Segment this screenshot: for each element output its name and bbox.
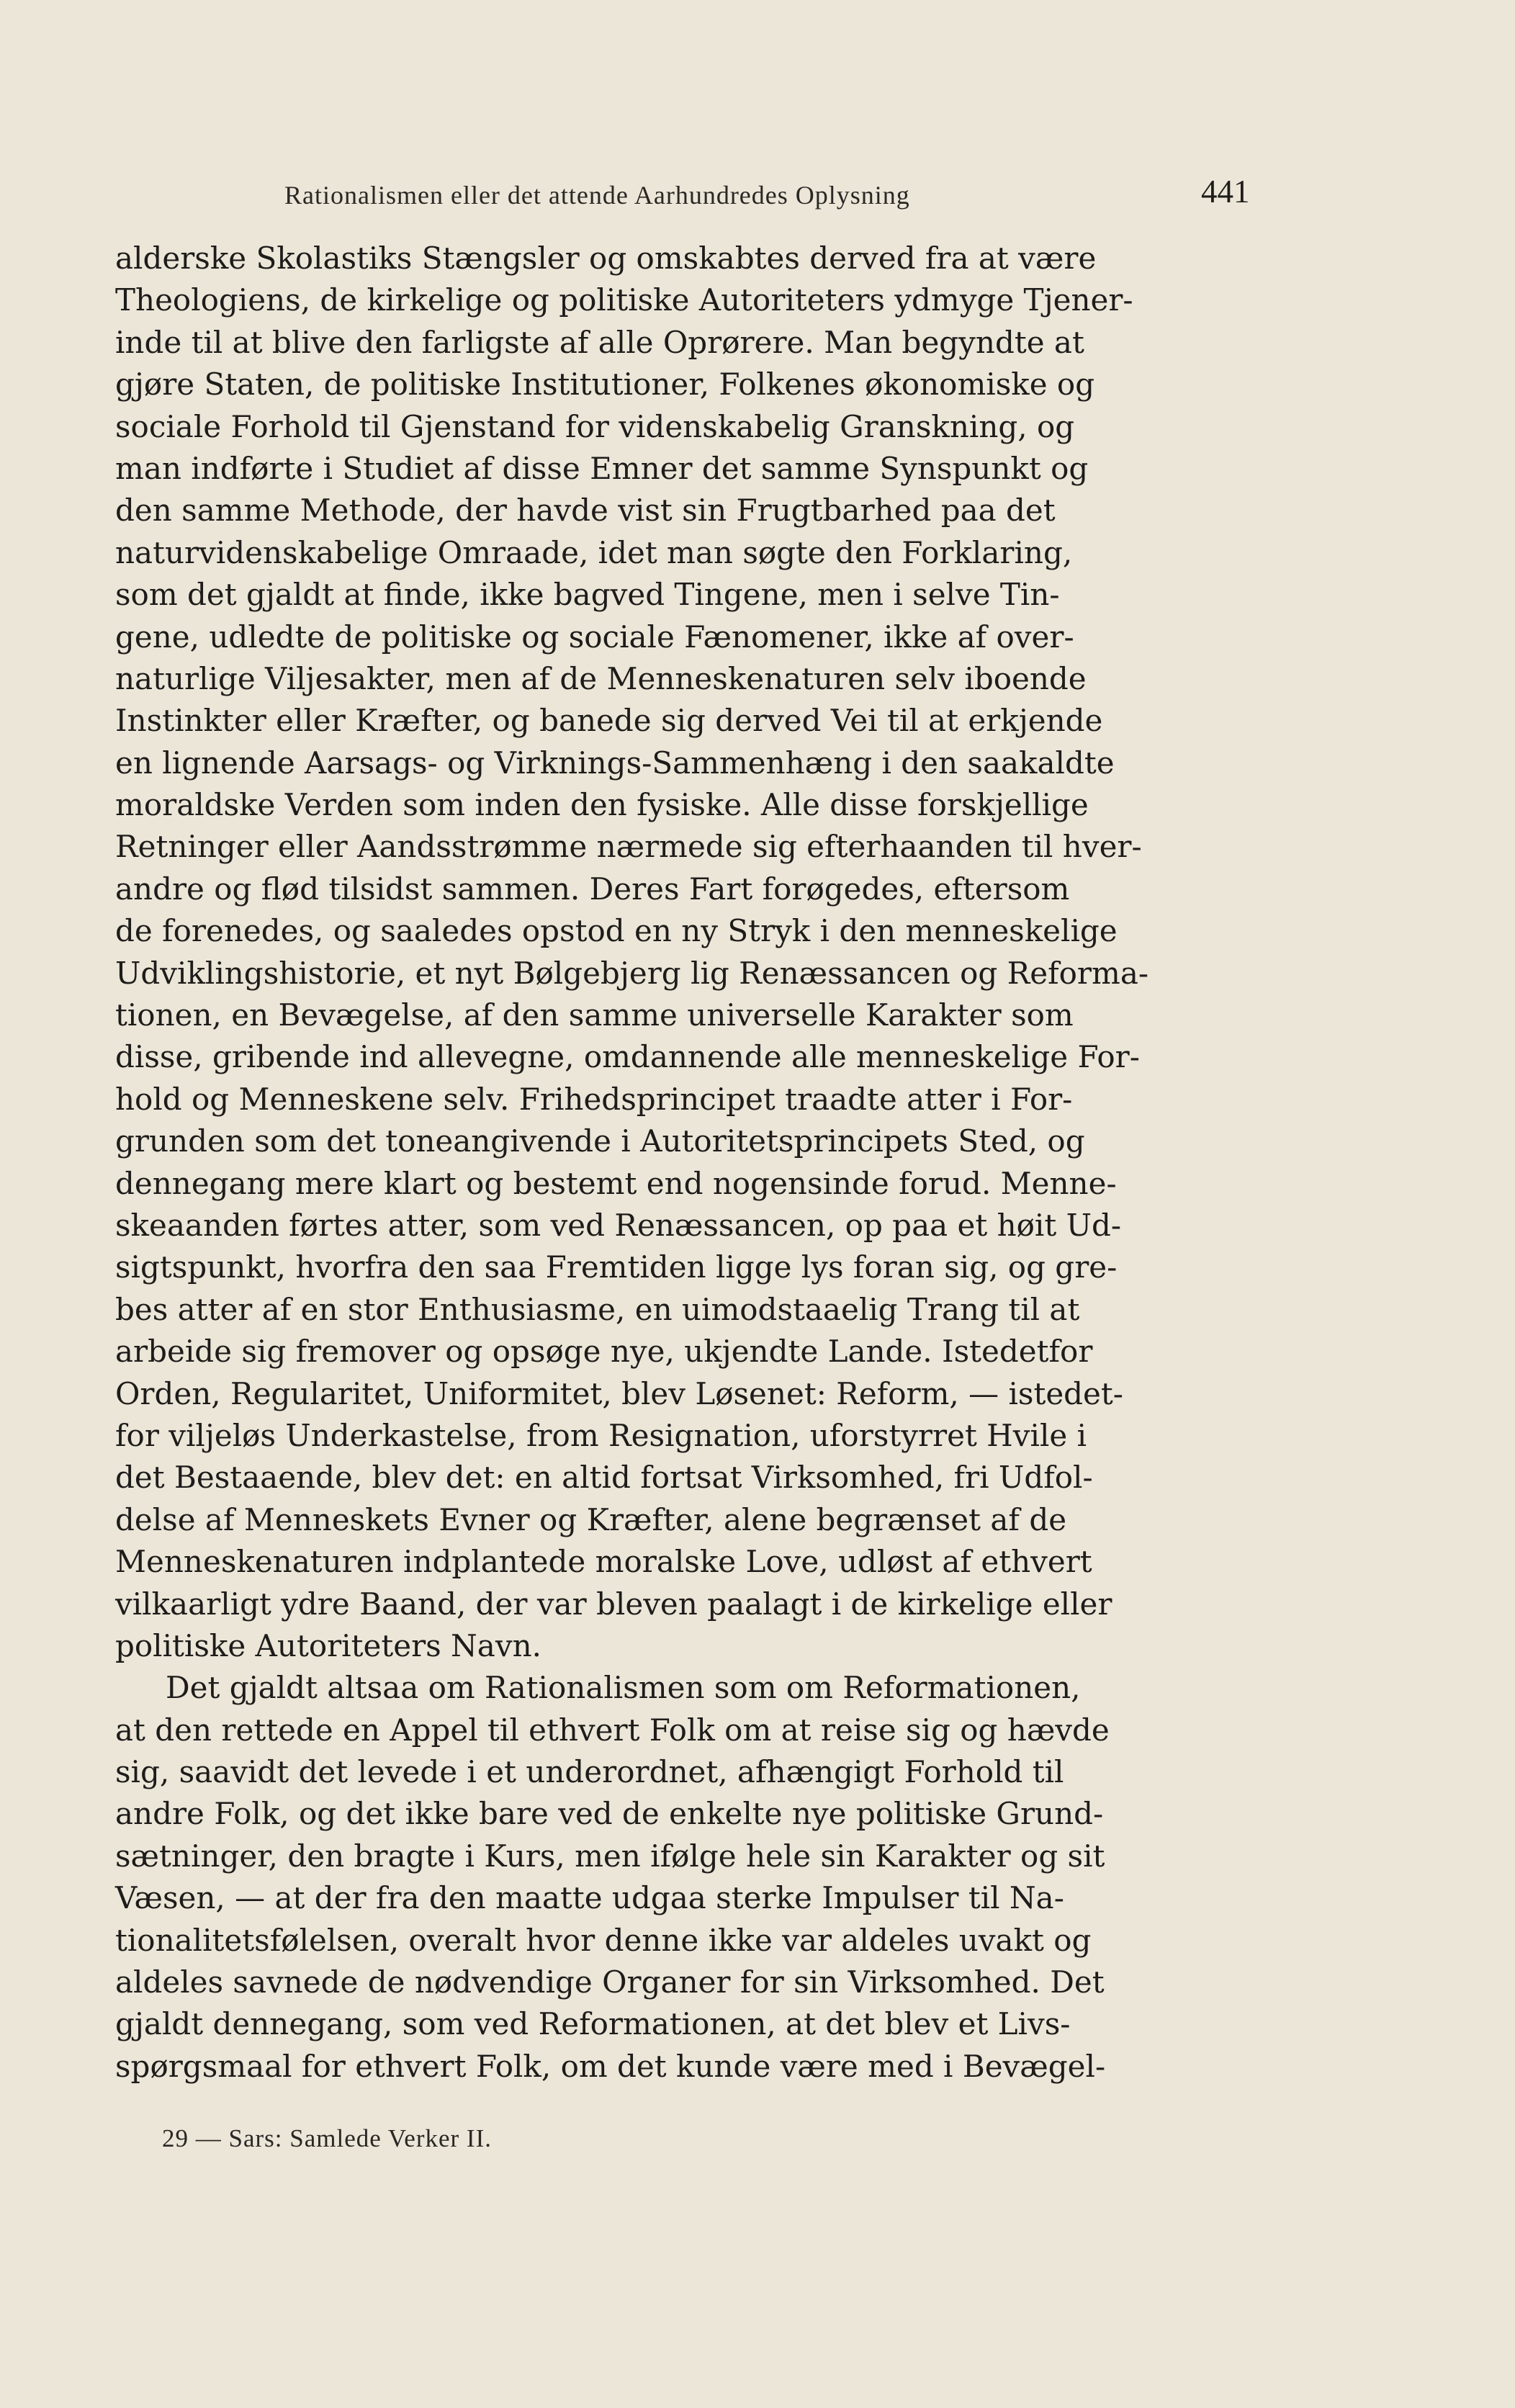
text-line: sig, saavidt det levede i et underordnet, afhængigt Forhold til — [115, 1754, 1064, 1790]
text-line: hold og Menneskene selv. Frihedsprincipet traadte atter i For- — [115, 1081, 1073, 1117]
text-line: spørgsmaal for ethvert Folk, om det kunde være med i Bevægel- — [115, 2048, 1106, 2084]
text-line: politiske Autoriteters Navn. — [115, 1627, 541, 1663]
text-line: disse, gribende ind allevegne, omdannende alle menneskelige For- — [115, 1039, 1140, 1075]
running-head-title: Rationalismen eller det attende Aarhundredes Oplysning — [284, 181, 910, 210]
text-line: aldeles savnede de nødvendige Organer for sin Virksomhed. Det — [115, 1964, 1105, 2000]
text-line: alderske Skolastiks Stængsler og omskabtes derved fra at være — [115, 241, 1097, 276]
text-line: andre og flød tilsidst sammen. Deres Fart forøgedes, eftersom — [115, 871, 1070, 907]
text-line: Væsen, — at der fra den maatte udgaa sterke Impulser til Na- — [115, 1880, 1064, 1916]
text-line: dennegang mere klart og bestemt end nogensinde forud. Menne- — [115, 1165, 1117, 1201]
text-line: Menneskenaturen indplantede moralske Love, udløst af ethvert — [115, 1544, 1092, 1580]
signature-mark: 29 — Sars: Samlede Verker II. — [162, 2124, 492, 2152]
text-line: man indførte i Studiet af disse Emner det samme Synspunkt og — [115, 450, 1089, 486]
text-line: naturlige Viljesakter, men af de Menneskenaturen selv iboende — [115, 660, 1087, 696]
text-line: moraldske Verden som inden den fysiske. Alle disse forskjellige — [115, 787, 1089, 823]
text-line: gjaldt dennegang, som ved Reformationen, at det blev et Livs- — [115, 2006, 1071, 2042]
text-line: bes atter af en stor Enthusiasme, en uimodstaaelig Trang til at — [115, 1291, 1080, 1327]
text-line: de forenedes, og saaledes opstod en ny Stryk i den menneskelige — [115, 913, 1118, 949]
text-line: delse af Menneskets Evner og Kræfter, alene begrænset af de — [115, 1501, 1067, 1537]
text-line: sociale Forhold til Gjenstand for videnskabelig Granskning, og — [115, 408, 1075, 444]
paragraph-start-line: Det gjaldt altsaa om Rationalismen som om Reformationen, — [166, 1670, 1081, 1706]
text-line: for viljeløs Underkastelse, from Resignation, uforstyrret Hvile i — [115, 1417, 1087, 1453]
text-line: Theologiens, de kirkelige og politiske Autoriteters ydmyge Tjener- — [115, 282, 1133, 318]
text-line: den samme Methode, der havde vist sin Frugtbarhed paa det — [115, 493, 1056, 529]
text-line: en lignende Aarsags- og Virknings-Sammenhæng i den saakaldte — [115, 745, 1115, 781]
text-line: arbeide sig fremover og opsøge nye, ukjendte Lande. Istedetfor — [115, 1334, 1093, 1370]
text-line: andre Folk, og det ikke bare ved de enkelte nye politiske Grund- — [115, 1796, 1104, 1832]
text-line: skeaanden førtes atter, som ved Renæssancen, op paa et høit Ud- — [115, 1207, 1122, 1243]
text-line: inde til at blive den farligste af alle Oprørere. Man begyndte at — [115, 324, 1084, 360]
text-line: Udviklingshistorie, et nyt Bølgebjerg lig Renæssancen og Reforma- — [115, 955, 1149, 991]
text-line: som det gjaldt at finde, ikke bagved Tingene, men i selve Tin- — [115, 577, 1060, 613]
text-line: gene, udledte de politiske og sociale Fænomener, ikke af over- — [115, 619, 1074, 655]
text-line: det Bestaaende, blev det: en altid fortsat Virksomhed, fri Udfol- — [115, 1460, 1093, 1496]
text-line: Orden, Regularitet, Uniformitet, blev Løsenet: Reform, — istedet- — [115, 1375, 1123, 1411]
text-line: grunden som det toneangivende i Autoritetsprincipets Sted, og — [115, 1123, 1085, 1159]
text-line: at den rettede en Appel til ethvert Folk om at reise sig og hævde — [115, 1712, 1110, 1748]
text-line: tionen, en Bevægelse, af den samme universelle Karakter som — [115, 997, 1074, 1033]
text-line: sætninger, den bragte i Kurs, men ifølge hele sin Karakter og sit — [115, 1838, 1105, 1874]
text-line: tionalitetsfølelsen, overalt hvor denne ikke var aldeles uvakt og — [115, 1922, 1092, 1958]
text-line: Instinkter eller Kræfter, og banede sig derved Vei til at erkjende — [115, 703, 1103, 739]
text-line: sigtspunkt, hvorfra den saa Fremtiden ligge lys foran sig, og gre- — [115, 1249, 1118, 1285]
text-line: vilkaarligt ydre Baand, der var bleven paalagt i de kirkelige eller — [115, 1586, 1112, 1622]
text-line: gjøre Staten, de politiske Institutioner, Folkenes økonomiske og — [115, 367, 1095, 403]
page-number: 441 — [1201, 174, 1250, 210]
text-line: naturvidenskabelige Omraade, idet man søgte den Forklaring, — [115, 534, 1073, 570]
text-line: Retninger eller Aandsstrømme nærmede sig efterhaanden til hver- — [115, 829, 1142, 865]
body-text — [115, 238, 1238, 2088]
